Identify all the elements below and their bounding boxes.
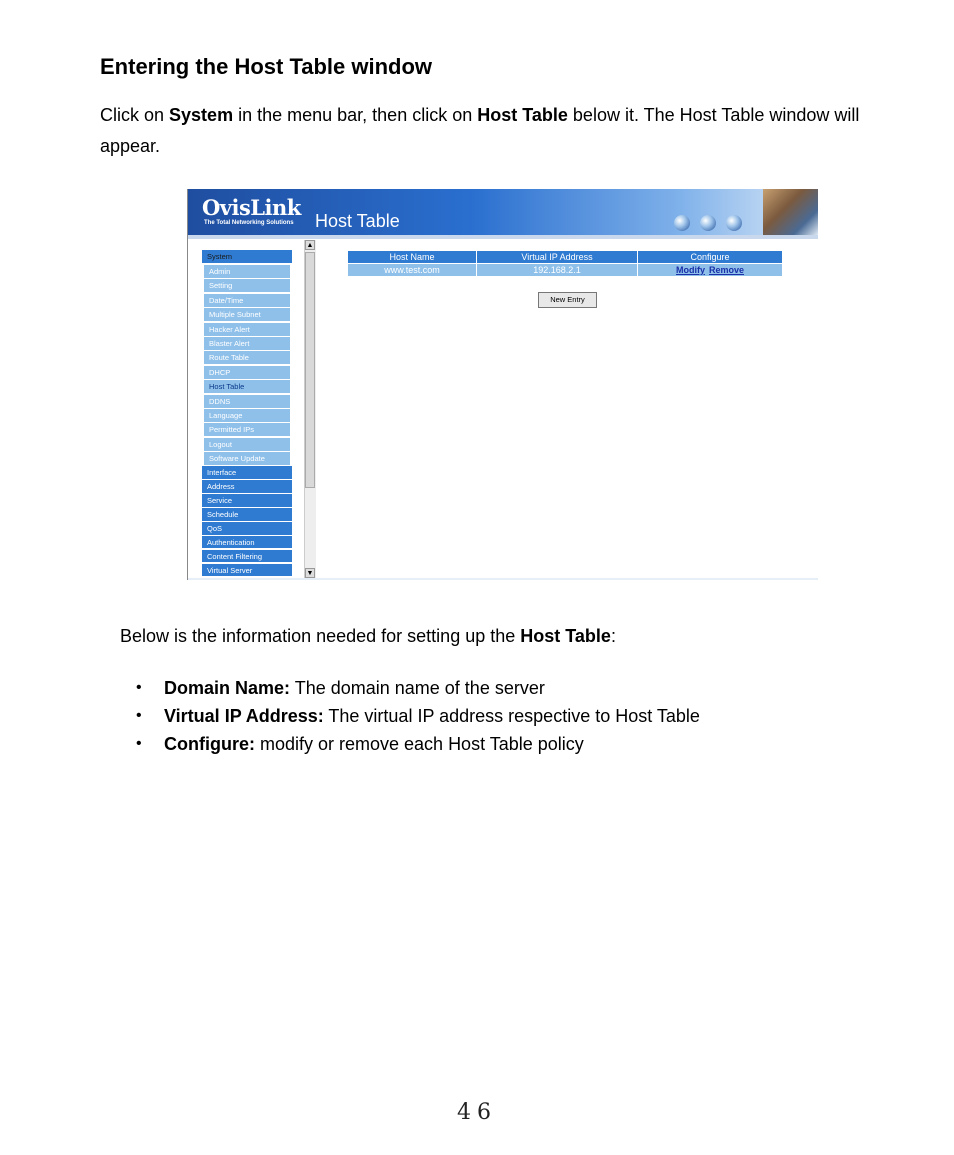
- menu-schedule[interactable]: Schedule: [202, 508, 292, 521]
- menu-content-filtering[interactable]: Content Filtering: [202, 550, 292, 563]
- submenu-dhcp[interactable]: DHCP: [204, 366, 290, 379]
- section-heading: Entering the Host Table window: [100, 54, 433, 79]
- globe-icon: [674, 215, 690, 231]
- globe-icon: [700, 215, 716, 231]
- banner-underline: [188, 235, 818, 239]
- bullet-desc: modify or remove each Host Table policy: [254, 734, 584, 754]
- submenu-multiple-subnet[interactable]: Multiple Subnet: [204, 308, 290, 321]
- bullet-term: Configure:: [164, 734, 255, 754]
- app-banner: [188, 189, 818, 235]
- submenu-language[interactable]: Language: [204, 409, 290, 422]
- submenu-date-time[interactable]: Date/Time: [204, 294, 290, 307]
- header-host-name: Host Name: [348, 251, 476, 263]
- intro-bold-host-table: Host Table: [477, 105, 568, 125]
- submenu-permitted-ips[interactable]: Permitted IPs: [204, 423, 290, 436]
- scroll-down-icon[interactable]: ▼: [306, 570, 314, 577]
- below-bold-host-table: Host Table: [520, 626, 611, 646]
- host-table: [347, 250, 783, 277]
- submenu-ddns[interactable]: DDNS: [204, 395, 290, 408]
- menu-virtual-server[interactable]: Virtual Server: [202, 564, 292, 577]
- bullet-desc: The domain name of the server: [290, 678, 545, 698]
- intro-text: below it. The Host Table window will appear.: [100, 105, 860, 156]
- intro-text: in the menu bar, then click on: [233, 105, 478, 125]
- submenu-hacker-alert[interactable]: Hacker Alert: [204, 323, 290, 336]
- intro-text: Click on: [100, 105, 170, 125]
- scroll-thumb[interactable]: [305, 252, 315, 488]
- list-item: [130, 730, 700, 758]
- below-text: :: [610, 626, 616, 646]
- menu-authentication[interactable]: Authentication: [202, 536, 292, 549]
- banner-photo: [763, 189, 818, 235]
- menu-address[interactable]: Address: [202, 480, 292, 493]
- below-text: Below is the information needed for setting up the: [120, 626, 521, 646]
- cell-configure: [638, 264, 782, 276]
- host-table-screenshot: [187, 189, 818, 580]
- submenu-setting[interactable]: Setting: [204, 279, 290, 292]
- globe-icon: [726, 215, 742, 231]
- submenu-admin[interactable]: Admin: [204, 265, 290, 278]
- menu-qos[interactable]: QoS: [202, 522, 292, 535]
- page-number: 46: [457, 1100, 497, 1125]
- modify-link[interactable]: Modify: [675, 265, 705, 275]
- new-entry-button[interactable]: New Entry: [538, 292, 597, 308]
- side-menu: [202, 250, 292, 578]
- bullet-icon: •: [136, 679, 142, 696]
- submenu-logout[interactable]: Logout: [204, 438, 290, 451]
- frame-bottom: [188, 578, 818, 580]
- menu-scrollbar[interactable]: [304, 240, 316, 580]
- bullet-icon: •: [136, 707, 142, 724]
- bullet-icon: •: [136, 735, 142, 752]
- list-item: [130, 674, 700, 702]
- field-list: [130, 674, 700, 758]
- logo-tagline: The Total Networking Solutions: [204, 220, 294, 226]
- table-header-row: [348, 251, 782, 263]
- scroll-up-icon[interactable]: ▲: [306, 242, 314, 249]
- header-virtual-ip: Virtual IP Address: [477, 251, 637, 263]
- submenu-host-table[interactable]: Host Table: [204, 380, 290, 393]
- menu-service[interactable]: Service: [202, 494, 292, 507]
- header-configure: Configure: [638, 251, 782, 263]
- cell-virtual-ip: 192.168.2.1: [477, 264, 637, 276]
- bullet-term: Domain Name:: [164, 678, 291, 698]
- intro-bold-system: System: [169, 105, 234, 125]
- menu-interface[interactable]: Interface: [202, 466, 292, 479]
- banner-title: Host Table: [315, 211, 400, 231]
- submenu-blaster-alert[interactable]: Blaster Alert: [204, 337, 290, 350]
- bullet-desc: The virtual IP address respective to Host Table: [323, 706, 700, 726]
- list-item: [130, 702, 700, 730]
- intro-paragraph: [100, 100, 900, 162]
- menu-system[interactable]: System: [202, 250, 292, 263]
- cell-host-name: www.test.com: [348, 264, 476, 276]
- remove-link[interactable]: Remove: [708, 265, 744, 275]
- bullet-term: Virtual IP Address:: [164, 706, 324, 726]
- submenu-route-table[interactable]: Route Table: [204, 351, 290, 364]
- table-row: [348, 264, 782, 276]
- submenu-software-update[interactable]: Software Update: [204, 452, 290, 465]
- below-paragraph: [120, 626, 616, 647]
- ovislink-logo: OvisLink: [202, 195, 301, 220]
